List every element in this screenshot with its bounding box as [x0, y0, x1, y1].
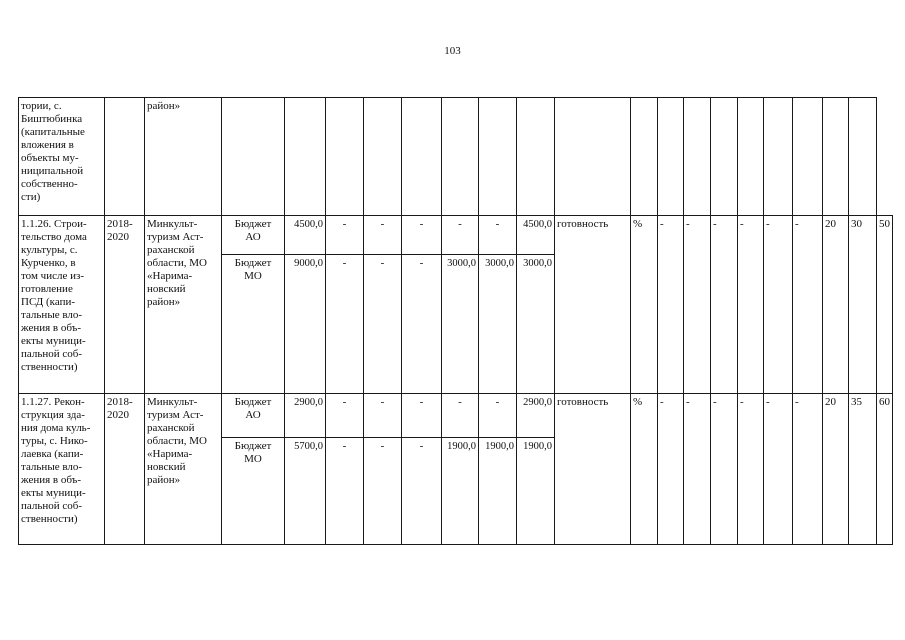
indicator-name-cell-text: готовность [557, 396, 609, 408]
funding-year-cell-text: 2900,0 [523, 397, 552, 408]
funding-total-cell [284, 437, 326, 545]
indicator-value-cell [822, 393, 849, 545]
indicator-unit-cell [630, 215, 658, 394]
funding-year-cell-text: - [495, 396, 500, 408]
indicator-value-cell [876, 215, 893, 394]
measure-name-cell [18, 393, 105, 545]
indicator-value-cell-text: 50 [879, 218, 890, 230]
funding-year-cell-text: - [342, 257, 347, 269]
indicator-value-cell-text: - [740, 396, 744, 408]
funding-year-cell [478, 215, 517, 255]
period-cell [104, 393, 145, 545]
funding-year-cell-text: 1900,0 [447, 441, 476, 452]
indicator-value-cell [683, 393, 711, 545]
continued-period-cell [104, 97, 145, 216]
continued-empty-cell [554, 97, 631, 216]
funding-source-cell-text: Бюджет АО [234, 218, 272, 243]
funding-total-cell [284, 393, 326, 438]
period-cell-text: 2018- 2020 [107, 218, 133, 243]
funding-year-cell [478, 437, 517, 545]
indicator-value-cell [657, 393, 684, 545]
continued-empty-cell [401, 97, 442, 216]
continued-empty-cell [516, 97, 555, 216]
indicator-value-cell-text: - [740, 218, 744, 230]
funding-year-cell-text: - [495, 218, 500, 230]
indicator-value-cell-text: 35 [851, 396, 862, 408]
indicator-value-cell-text: - [686, 218, 690, 230]
continued-empty-cell [630, 97, 658, 216]
funding-year-cell [516, 437, 555, 545]
continued-empty-cell [441, 97, 479, 216]
indicator-value-cell-text: - [766, 218, 770, 230]
funding-year-cell-text: - [342, 440, 347, 452]
funding-source-cell-text: Бюджет МО [234, 257, 272, 282]
funding-year-cell [325, 437, 364, 545]
page-number: 103 [444, 45, 461, 57]
funding-year-cell [516, 393, 555, 438]
indicator-unit-cell [630, 393, 658, 545]
indicator-value-cell [763, 393, 793, 545]
indicator-value-cell [710, 215, 738, 394]
indicator-value-cell-text: - [686, 396, 690, 408]
continued-empty-cell [710, 97, 738, 216]
funding-year-cell-text: - [419, 396, 424, 408]
funding-year-cell [441, 215, 479, 255]
funding-year-cell-text: 4500,0 [523, 219, 552, 230]
continued-empty-cell [848, 97, 877, 216]
measure-name-cell-text: 1.1.26. Строи- тельство дома культуры, с. Курченко, в том числе из- готовление ПСД (капи- тальные вло- жения в объ- екты муници- пальной соб- ственности) [21, 218, 87, 373]
continued-empty-cell [737, 97, 764, 216]
continued-empty-cell [683, 97, 711, 216]
continued-empty-cell [792, 97, 823, 216]
funding-year-cell [516, 215, 555, 255]
continued-executor-cell [144, 97, 222, 216]
indicator-value-cell [822, 215, 849, 394]
funding-total-cell [284, 254, 326, 394]
continued-name-cell-text: тории, с. Биштюбинка (капитальные вложения в объекты му- ниципальной собственно- сти) [21, 100, 85, 203]
funding-year-cell [478, 254, 517, 394]
indicator-value-cell-text: - [766, 396, 770, 408]
funding-total-cell-text: 2900,0 [294, 397, 323, 408]
continued-empty-cell [763, 97, 793, 216]
funding-source-cell [221, 437, 285, 545]
funding-source-cell-text: Бюджет АО [234, 396, 272, 421]
funding-year-cell [325, 254, 364, 394]
indicator-name-cell-text: готовность [557, 218, 609, 230]
indicator-value-cell-text: 60 [879, 396, 890, 408]
funding-source-cell-text: Бюджет МО [234, 440, 272, 465]
funding-year-cell-text: - [458, 218, 462, 230]
funding-year-cell [363, 254, 402, 394]
continued-empty-cell [363, 97, 402, 216]
funding-year-cell-text: - [419, 257, 424, 269]
continued-empty-cell [478, 97, 517, 216]
continued-empty-cell [221, 97, 285, 216]
indicator-value-cell-text: 20 [825, 396, 836, 408]
funding-year-cell-text: 3000,0 [523, 258, 552, 269]
indicator-value-cell [848, 215, 877, 394]
funding-year-cell-text: - [380, 257, 385, 269]
indicator-value-cell-text: - [795, 218, 799, 230]
funding-year-cell [441, 393, 479, 438]
indicator-value-cell [737, 215, 764, 394]
funding-year-cell [363, 393, 402, 438]
indicator-value-cell-text: - [795, 396, 799, 408]
indicator-value-cell-text: 30 [851, 218, 862, 230]
funding-year-cell-text: - [380, 440, 385, 452]
funding-year-cell [441, 437, 479, 545]
indicator-value-cell [710, 393, 738, 545]
continued-empty-cell [325, 97, 364, 216]
funding-year-cell [363, 437, 402, 545]
indicator-value-cell [737, 393, 764, 545]
indicator-value-cell-text: - [660, 218, 664, 230]
indicator-name-cell [554, 215, 631, 394]
executor-cell-text: Минкульт- туризм Аст- раханской области, МО «Нарима- новский район» [147, 218, 207, 308]
indicator-value-cell-text: - [660, 396, 664, 408]
indicator-name-cell [554, 393, 631, 545]
indicator-unit-cell-text: % [633, 218, 643, 230]
funding-year-cell [401, 437, 442, 545]
indicator-value-cell [657, 215, 684, 394]
indicator-value-cell [792, 393, 823, 545]
period-cell-text: 2018- 2020 [107, 396, 133, 421]
indicator-value-cell [876, 393, 893, 545]
executor-cell [144, 215, 222, 394]
funding-year-cell-text: - [458, 396, 462, 408]
continued-executor-cell-text: район» [147, 100, 181, 112]
funding-total-cell [284, 215, 326, 255]
funding-year-cell-text: 3000,0 [485, 258, 514, 269]
funding-source-cell [221, 215, 285, 255]
funding-year-cell [325, 393, 364, 438]
funding-year-cell-text: - [419, 440, 424, 452]
funding-source-cell [221, 254, 285, 394]
funding-total-cell-text: 5700,0 [294, 441, 323, 452]
continued-empty-cell [822, 97, 849, 216]
funding-year-cell-text: 3000,0 [447, 258, 476, 269]
indicator-value-cell-text: 20 [825, 218, 836, 230]
funding-year-cell [363, 215, 402, 255]
funding-year-cell [441, 254, 479, 394]
funding-year-cell [325, 215, 364, 255]
measure-name-cell-text: 1.1.27. Рекон- струкция зда- ния дома куль- туры, с. Нико- лаевка (капи- тальные вло- жения в объ- екты муници- пальной соб- ственности) [21, 396, 91, 525]
indicator-value-cell [683, 215, 711, 394]
funding-year-cell-text: - [380, 396, 385, 408]
funding-year-cell [401, 393, 442, 438]
funding-year-cell [401, 215, 442, 255]
funding-year-cell [401, 254, 442, 394]
continued-name-cell [18, 97, 105, 216]
funding-year-cell-text: - [342, 396, 347, 408]
funding-source-cell [221, 393, 285, 438]
funding-year-cell-text: 1900,0 [485, 441, 514, 452]
indicator-unit-cell-text: % [633, 396, 643, 408]
continued-empty-cell [284, 97, 326, 216]
funding-year-cell-text: 1900,0 [523, 441, 552, 452]
indicator-value-cell-text: - [713, 396, 717, 408]
period-cell [104, 215, 145, 394]
executor-cell-text: Минкульт- туризм Аст- раханской области, МО «Нарима- новский район» [147, 396, 207, 486]
indicator-value-cell [763, 215, 793, 394]
indicator-value-cell [848, 393, 877, 545]
measure-name-cell [18, 215, 105, 394]
funding-year-cell-text: - [419, 218, 424, 230]
continued-empty-cell [657, 97, 684, 216]
indicator-value-cell [792, 215, 823, 394]
funding-year-cell-text: - [342, 218, 347, 230]
funding-total-cell-text: 9000,0 [294, 258, 323, 269]
funding-year-cell-text: - [380, 218, 385, 230]
funding-year-cell [478, 393, 517, 438]
executor-cell [144, 393, 222, 545]
funding-year-cell [516, 254, 555, 394]
indicator-value-cell-text: - [713, 218, 717, 230]
funding-total-cell-text: 4500,0 [294, 219, 323, 230]
